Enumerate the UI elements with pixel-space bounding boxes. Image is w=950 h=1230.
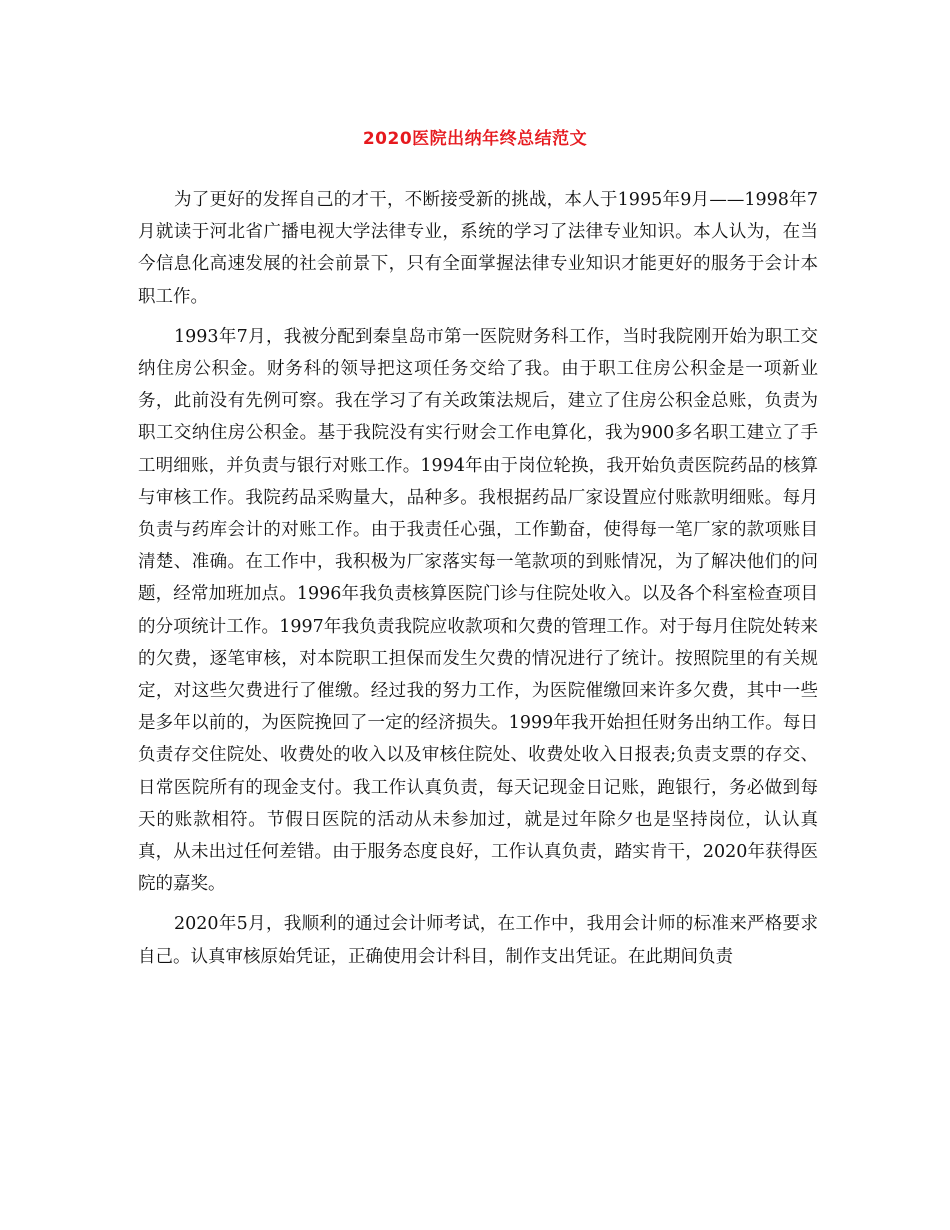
paragraph-education: 为了更好的发挥自己的才干，不断接受新的挑战，本人于1995年9月——1998年7月就读于河北省广播电视大学法律专业，系统的学习了法律专业知识。本人认为，在当今信息化高速发展的社会前景下，只有全面掌握法律专业知识才能更好的服务于会计本职工作。	[138, 190, 818, 307]
paragraph-accountant-exam: 2020年5月，我顺利的通过会计师考试，在工作中，我用会计师的标准来严格要求自己。认真审核原始凭证，正确使用会计科目，制作支出凭证。在此期间负责	[138, 914, 818, 967]
document-title: 2020医院出纳年终总结范文	[362, 129, 588, 149]
paragraph-work-history: 1993年7月，我被分配到秦皇岛市第一医院财务科工作，当时我院刚开始为职工交纳住房公积金。财务科的领导把这项任务交给了我。由于职工住房公积金是一项新业务，此前没有先例可察。我在学习了有关政策法规后，建立了住房公积金总账，负责为职工交纳住房公积金。基于我院没有实行财会工作电算化，我为900多名职工建立了手工明细账，并负责与银行对账工作。1994年由于岗位轮换，我开始负责医院药品的核算与审核工作。我院药品采购量大，品种多。我根据药品厂家设置应付账款明细账。每月负责与药库会计的对账工作。由于我责任心强，工作勤奋，使得每一笔厂家的款项账目清楚、准确。在工作中，我积极为厂家落实每一笔款项的到账情况，为了解决他们的问题，经常加班加点。1996年我负责核算医院门诊与住院处收入。以及各个科室检查项目的分项统计工作。1997年我负责我院应收款项和欠费的管理工作。对于每月住院处转来的欠费，逐笔审核，对本院职工担保而发生欠费的情况进行了统计。按照院里的有关规定，对这些欠费进行了催缴。经过我的努力工作，为医院催缴回来许多欠费，其中一些是多年以前的，为医院挽回了一定的经济损失。1999年我开始担任财务出纳工作。每日负责存交住院处、收费处的收入以及审核住院处、收费处收入日报表;负责支票的存交、日常医院所有的现金支付。我工作认真负责，每天记现金日记账，跑银行，务必做到每天的账款相符。节假日医院的活动从未参加过，就是过年除夕也是坚持岗位，认认真真，从未出过任何差错。由于服务态度良好，工作认真负责，踏实肯干，2020年获得医院的嘉奖。	[138, 326, 818, 895]
document-body	[138, 184, 818, 981]
